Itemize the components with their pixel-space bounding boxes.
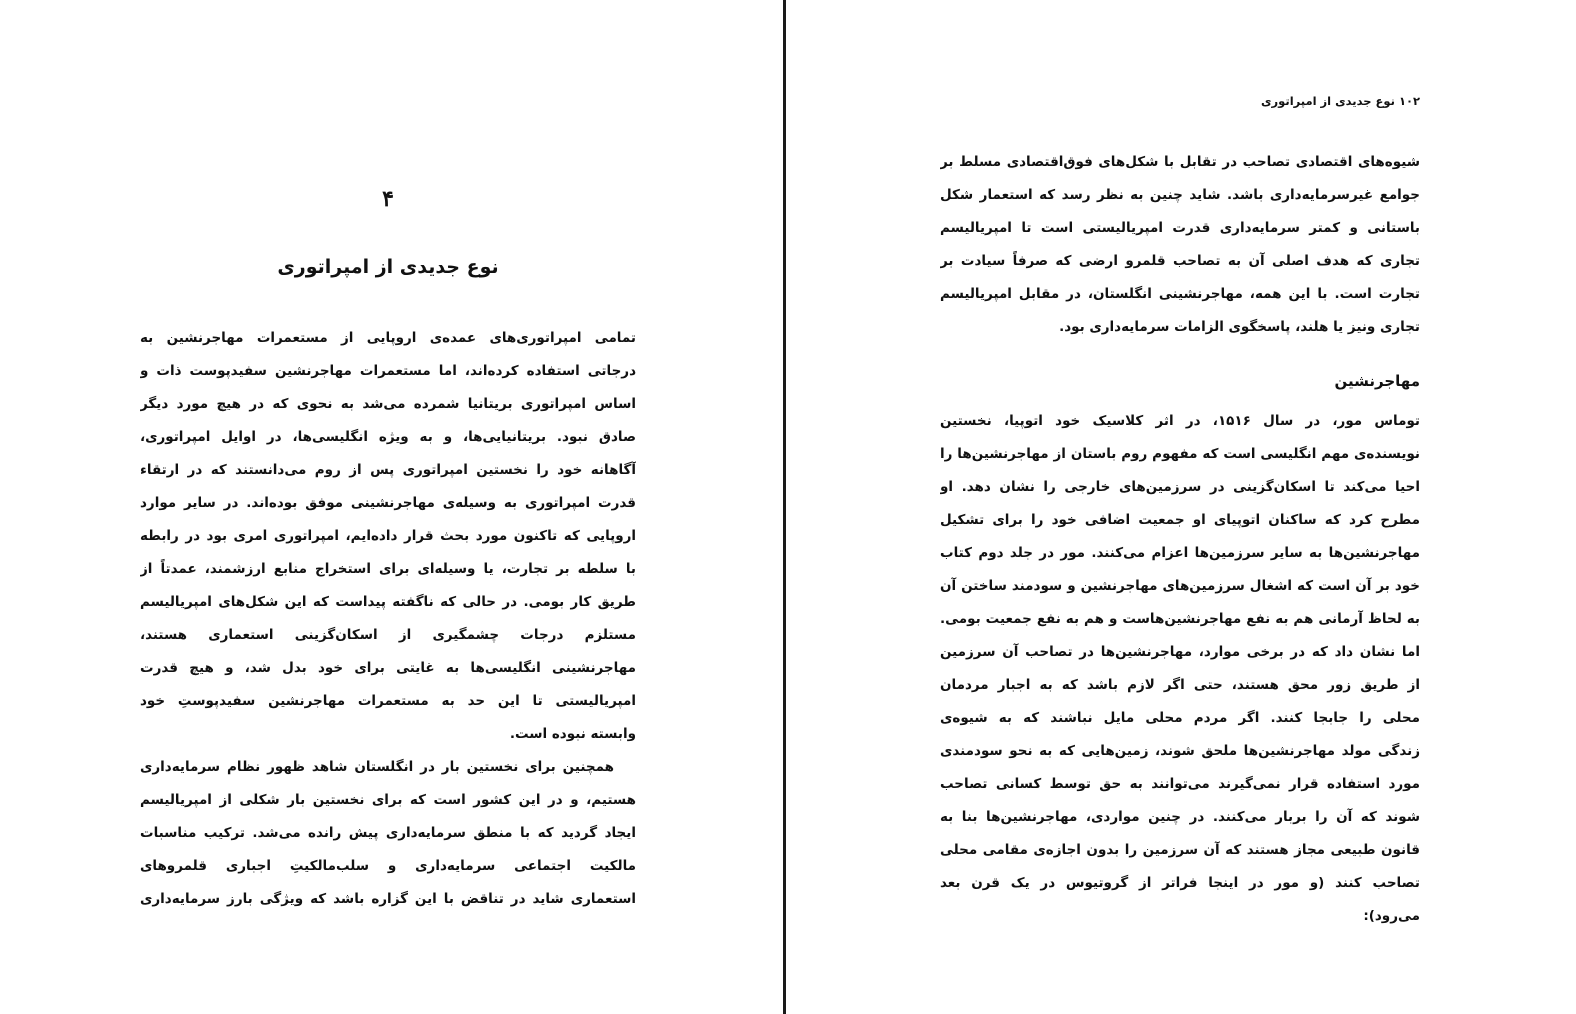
text-line: با سلطه بر تجارت، یا وسیله‌ای برای استخراج منابع ارزشمند، عمدتاً از [140, 561, 636, 577]
text-line: آگاهانه خود را نخستین امپراتوری پس از روم می‌دانستند که در ارتقاء [140, 462, 636, 478]
text-line: مهاجرنشین‌ها به سایر سرزمین‌ها اعزام می‌کنند. مور در جلد دوم کتاب [940, 545, 1420, 561]
text-line: تجاری که هدف اصلی آن به تصاحب قلمرو ارضی که صرفاً سیادت بر [940, 253, 1420, 269]
text-line: قانون طبیعی مجاز هستند که آن سرزمین را بدون اجازه‌ی مقامی محلی [940, 842, 1420, 858]
paragraph-1 [140, 322, 636, 751]
text-line: استعماری شاید در تناقض با این گزاره باشد که ویژگی بارز سرمایه‌داری [140, 891, 636, 907]
text-line: تجارت است. با این همه، مهاجرنشینی انگلستان، در مقابل امپریالیسم [940, 286, 1420, 302]
text-line: قدرت امپراتوری به وسیله‌ی مهاجرنشینی موفق بوده‌اند. در سایر موارد [140, 495, 636, 511]
text-line: خود بر آن است که اشغال سرزمین‌های مهاجرنشین و سودمند ساختن آن [940, 578, 1420, 594]
opening-paragraph [940, 146, 1420, 344]
text-line: وابسته نبوده است. [509, 726, 636, 742]
text-line: همچنین برای نخستین بار در انگلستان شاهد ظهور نظام سرمایه‌داری [140, 759, 614, 775]
text-line: توماس مور، در سال ۱۵۱۶، در اثر کلاسیک خود اتوپیا، نخستین [940, 413, 1420, 429]
text-line: ایجاد گردید که با منطق سرمایه‌داری پیش رانده می‌شد. ترکیب مناسبات [140, 825, 636, 841]
chapter-title: نوع جدیدی از امپراتوری [277, 256, 499, 278]
text-line: تمامی امپراتوری‌های عمده‌ی اروپایی از مستعمرات مهاجرنشین به [140, 330, 636, 346]
text-line: می‌رود): [1363, 908, 1420, 924]
text-line: درجاتی استفاده کرده‌اند، اما مستعمرات مهاجرنشین سفیدپوست ذات و [140, 363, 636, 379]
paragraph-2 [140, 751, 636, 916]
text-line: احیا می‌کند تا اسکان‌گزینی در سرزمین‌های خارجی را نشان دهد. او [940, 479, 1420, 495]
running-head: ۱۰۲ نوع جدیدی از امپراتوری [1261, 94, 1420, 108]
text-line: اما نشان داد که در برخی موارد، مهاجرنشین‌ها در تصاحب آن سرزمین [940, 644, 1420, 660]
text-line: مورد استفاده قرار نمی‌گیرند می‌توانند به حق توسط کسانی تصاحب [940, 776, 1420, 792]
text-line: جوامع غیرسرمایه‌داری باشد. شاید چنین به نظر رسد که استعمار شکل [940, 187, 1420, 203]
text-line: باستانی و کمتر سرمایه‌داری قدرت امپریالیستی است تا امپریالیسم [940, 220, 1420, 236]
section-heading: مهاجرنشین [1334, 372, 1420, 390]
text-line: به لحاظ آرمانی هم به نفع مهاجرنشین‌هاست و هم به نفع جمعیت بومی. [940, 611, 1420, 627]
text-line: تصاحب کنند (و مور در اینجا فراتر از گروتیوس در یک قرن بعد [940, 875, 1420, 891]
text-line: اساس امپراتوری بریتانیا شمرده می‌شد به نحوی که در هیچ مورد دیگر [140, 396, 636, 412]
text-line: نویسنده‌ی مهم انگلیسی است که مفهوم روم باستان از مهاجرنشین‌ها را [940, 446, 1420, 462]
text-line: محلی را جابجا کنند. اگر مردم محلی مایل نباشند که به شیوه‌ی [940, 710, 1420, 726]
chapter-number: ۴ [382, 186, 394, 212]
text-line: مطرح کرد که ساکنان اتوپیای او جمعیت اضافی خود را برای تشکیل [940, 512, 1420, 528]
text-line: هستیم، و در این کشور است که برای نخستین بار شکلی از امپریالیسم [140, 792, 636, 808]
text-line: صادق نبود. بریتانیایی‌ها، و به ویژه انگلیسی‌ها، در اوایل امپراتوری، [140, 429, 636, 445]
section-paragraph [940, 405, 1420, 933]
text-line: مالکیت اجتماعی سرمایه‌داری و سلب‌مالکیتِ اجباری قلمروهای [140, 858, 636, 874]
text-line: شیوه‌های اقتصادی تصاحب در تقابل با شکل‌های فوق‌اقتصادی مسلط بر [940, 154, 1420, 170]
left-page [140, 0, 636, 1014]
text-line: اروپایی که تاکنون مورد بحث قرار داده‌ایم، امپراتوری امری بود در رابطه [140, 528, 636, 544]
text-line: امپریالیستی تا این حد به مستعمرات مهاجرنشین سفیدپوستِ خود [140, 693, 636, 709]
text-line: تجاری ونیز یا هلند، پاسخگوی الزامات سرمایه‌داری بود. [1059, 319, 1420, 335]
text-line: شوند که آن را بربار می‌کنند. در چنین مواردی، مهاجرنشین‌ها بنا به [940, 809, 1420, 825]
text-line: مستلزم درجات چشمگیری از اسکان‌گزینی استعماری هستند، [140, 627, 636, 643]
book-spine [783, 0, 786, 1014]
text-line: از طریق زور محق هستند، حتی اگر لازم باشد که به اجبار مردمان [940, 677, 1420, 693]
text-line: زندگی مولد مهاجرنشین‌ها ملحق شوند، زمین‌هایی که به نحو سودمندی [940, 743, 1420, 759]
right-page [940, 0, 1420, 1014]
text-line: طریق کار بومی. در حالی که ناگفته پیداست که این شکل‌های امپریالیسم [140, 594, 636, 610]
text-line: مهاجرنشینی انگلیسی‌ها به غایتی برای خود بدل شد، و هیچ قدرت [140, 660, 636, 676]
